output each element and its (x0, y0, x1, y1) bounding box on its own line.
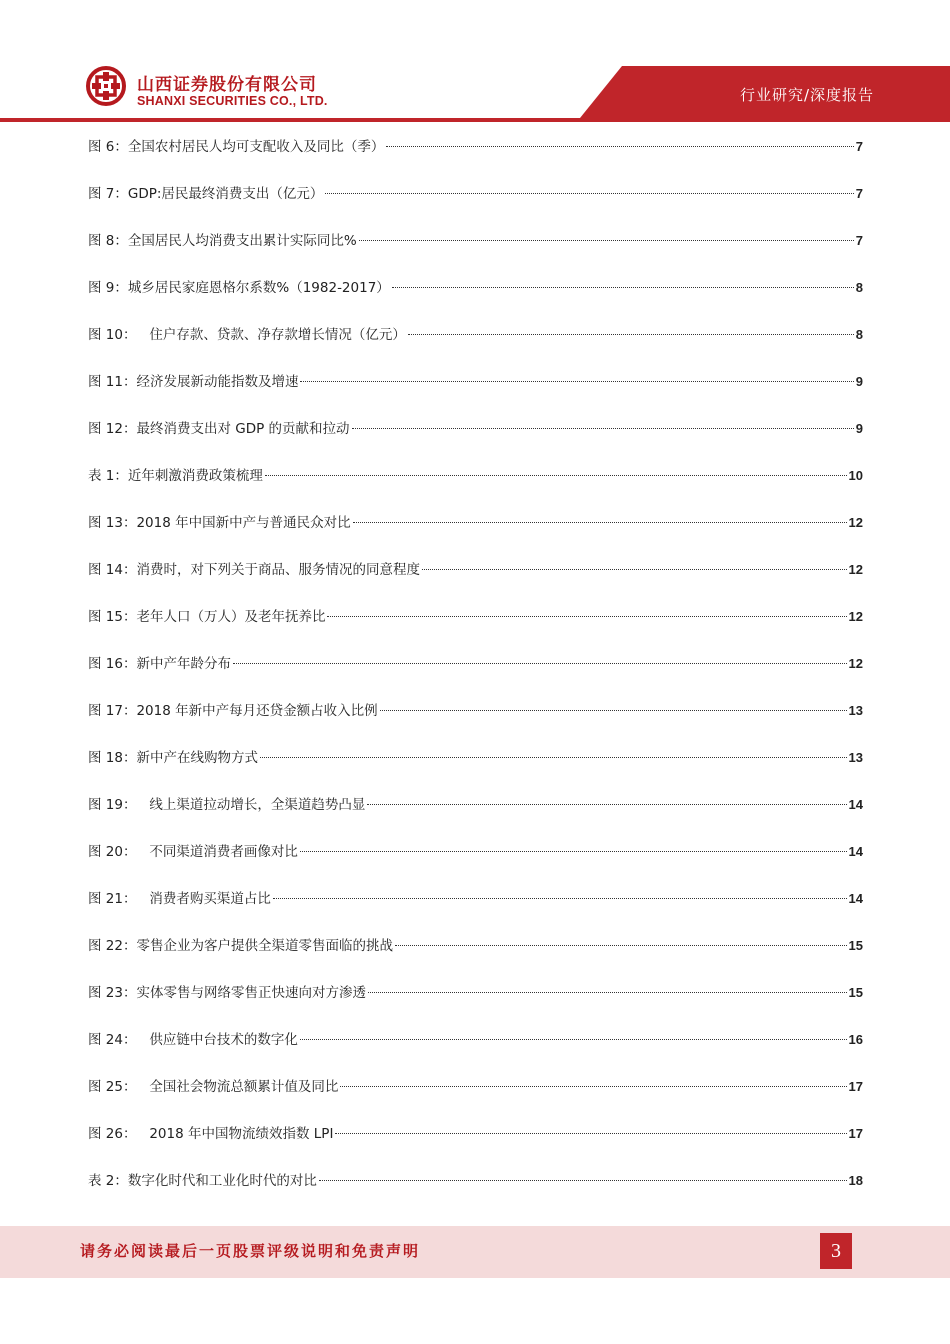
toc-entry[interactable] (88, 324, 863, 371)
toc-entry-page: 7 (855, 233, 863, 248)
toc-leader-dots (395, 945, 847, 946)
toc-entry[interactable] (88, 418, 863, 465)
toc-leader-dots (380, 710, 847, 711)
toc-entry-label: 图 19： 线上渠道拉动增长，全渠道趋势凸显 (88, 797, 366, 813)
toc-entry-label: 表 1：近年刺激消费政策梳理 (88, 468, 263, 484)
toc-entry-label: 图 13：2018 年中国新中产与普通民众对比 (88, 515, 351, 531)
toc-entry-label: 图 17：2018 年新中产每月还贷金额占收入比例 (88, 703, 378, 719)
toc-entry-label: 图 23：实体零售与网络零售正快速向对方渗透 (88, 985, 366, 1001)
toc-entry[interactable] (88, 982, 863, 1029)
toc-leader-dots (335, 1133, 846, 1134)
toc-leader-dots (300, 381, 853, 382)
toc-entry[interactable] (88, 794, 863, 841)
toc-entry-page: 18 (848, 1173, 863, 1188)
toc-entry[interactable] (88, 559, 863, 606)
toc-entry-label: 图 20： 不同渠道消费者画像对比 (88, 844, 298, 860)
toc-entry-page: 12 (848, 515, 863, 530)
footer-disclaimer: 请务必阅读最后一页股票评级说明和免责声明 (80, 1242, 421, 1260)
toc-entry-page: 9 (855, 421, 863, 436)
toc-entry-label: 图 10： 住户存款、贷款、净存款增长情况（亿元） (88, 327, 406, 343)
toc-entry-page: 8 (855, 327, 863, 342)
toc-entry-label: 图 6：全国农村居民人均可支配收入及同比（季） (88, 139, 385, 155)
toc-entry-page: 13 (848, 750, 863, 765)
toc-entry[interactable] (88, 465, 863, 512)
toc-leader-dots (327, 616, 846, 617)
toc-entry-label: 图 14：消费时，对下列关于商品、服务情况的同意程度 (88, 562, 420, 578)
toc-leader-dots (367, 804, 846, 805)
toc-leader-dots (325, 193, 853, 194)
toc-entry-page: 14 (848, 797, 863, 812)
toc-entry-page: 13 (848, 703, 863, 718)
toc-entry-page: 17 (848, 1126, 863, 1141)
toc-entry[interactable] (88, 653, 863, 700)
toc-leader-dots (300, 851, 847, 852)
toc-entry-page: 15 (848, 938, 863, 953)
page-header (0, 0, 950, 130)
toc-leader-dots (359, 240, 854, 241)
company-name-en: SHANXI SECURITIES CO., LTD. (137, 94, 328, 108)
toc-entry[interactable] (88, 136, 863, 183)
toc-entry[interactable] (88, 1123, 863, 1170)
toc-entry-label: 图 24： 供应链中台技术的数字化 (88, 1032, 298, 1048)
toc-entry[interactable] (88, 371, 863, 418)
toc-entry[interactable] (88, 1170, 863, 1217)
report-type-title: 行业研究/深度报告 (739, 86, 874, 104)
toc-entry-page: 16 (848, 1032, 863, 1047)
toc-entry-label: 图 9：城乡居民家庭恩格尔系数%（1982-2017） (88, 280, 390, 296)
toc-entry-page: 12 (848, 562, 863, 577)
toc-leader-dots (352, 428, 854, 429)
toc-entry[interactable] (88, 700, 863, 747)
toc-entry[interactable] (88, 512, 863, 559)
toc-entry-label: 图 26： 2018 年中国物流绩效指数 LPI (88, 1126, 334, 1142)
toc-entry-page: 7 (855, 139, 863, 154)
toc-entry-label: 图 11：经济发展新动能指数及增速 (88, 374, 299, 390)
toc-entry[interactable] (88, 841, 863, 888)
toc-entry[interactable] (88, 935, 863, 982)
toc-leader-dots (265, 475, 847, 476)
company-name-cn: 山西证券股份有限公司 (137, 75, 317, 95)
toc-leader-dots (233, 663, 847, 664)
toc-entry-page: 15 (848, 985, 863, 1000)
toc-entry-label: 图 21： 消费者购买渠道占比 (88, 891, 271, 907)
toc-entry-page: 7 (855, 186, 863, 201)
toc-leader-dots (368, 992, 847, 993)
toc-entry-label: 图 22：零售企业为客户提供全渠道零售面临的挑战 (88, 938, 393, 954)
page-number: 3 (820, 1233, 852, 1269)
toc-entry-label: 图 25： 全国社会物流总额累计值及同比 (88, 1079, 339, 1095)
toc-entry[interactable] (88, 277, 863, 324)
toc-entry-page: 8 (855, 280, 863, 295)
toc-entry-page: 10 (848, 468, 863, 483)
toc-entry[interactable] (88, 606, 863, 653)
table-of-figures (88, 136, 863, 1217)
header-divider (0, 118, 950, 122)
toc-entry-page: 9 (855, 374, 863, 389)
toc-leader-dots (353, 522, 847, 523)
toc-entry-label: 图 7：GDP:居民最终消费支出（亿元） (88, 186, 324, 202)
toc-entry[interactable] (88, 1029, 863, 1076)
toc-entry-label: 图 16：新中产年龄分布 (88, 656, 231, 672)
toc-leader-dots (319, 1180, 847, 1181)
toc-entry-label: 图 15：老年人口（万人）及老年抚养比 (88, 609, 326, 625)
toc-entry[interactable] (88, 1076, 863, 1123)
toc-leader-dots (300, 1039, 847, 1040)
toc-leader-dots (422, 569, 847, 570)
toc-leader-dots (340, 1086, 846, 1087)
toc-entry-page: 14 (848, 844, 863, 859)
toc-entry-page: 12 (848, 656, 863, 671)
toc-entry-label: 表 2：数字化时代和工业化时代的对比 (88, 1173, 317, 1189)
toc-leader-dots (392, 287, 854, 288)
toc-entry[interactable] (88, 230, 863, 277)
toc-entry-page: 17 (848, 1079, 863, 1094)
toc-leader-dots (260, 757, 847, 758)
toc-entry[interactable] (88, 747, 863, 794)
shanxi-securities-logo-icon (86, 66, 126, 106)
toc-leader-dots (408, 334, 854, 335)
toc-entry-label: 图 18：新中产在线购物方式 (88, 750, 258, 766)
toc-entry-label: 图 8：全国居民人均消费支出累计实际同比% (88, 233, 357, 249)
toc-entry-page: 14 (848, 891, 863, 906)
toc-entry[interactable] (88, 183, 863, 230)
toc-entry[interactable] (88, 888, 863, 935)
toc-leader-dots (386, 146, 853, 147)
toc-entry-page: 12 (848, 609, 863, 624)
toc-leader-dots (273, 898, 847, 899)
toc-entry-label: 图 12：最终消费支出对 GDP 的贡献和拉动 (88, 421, 350, 437)
